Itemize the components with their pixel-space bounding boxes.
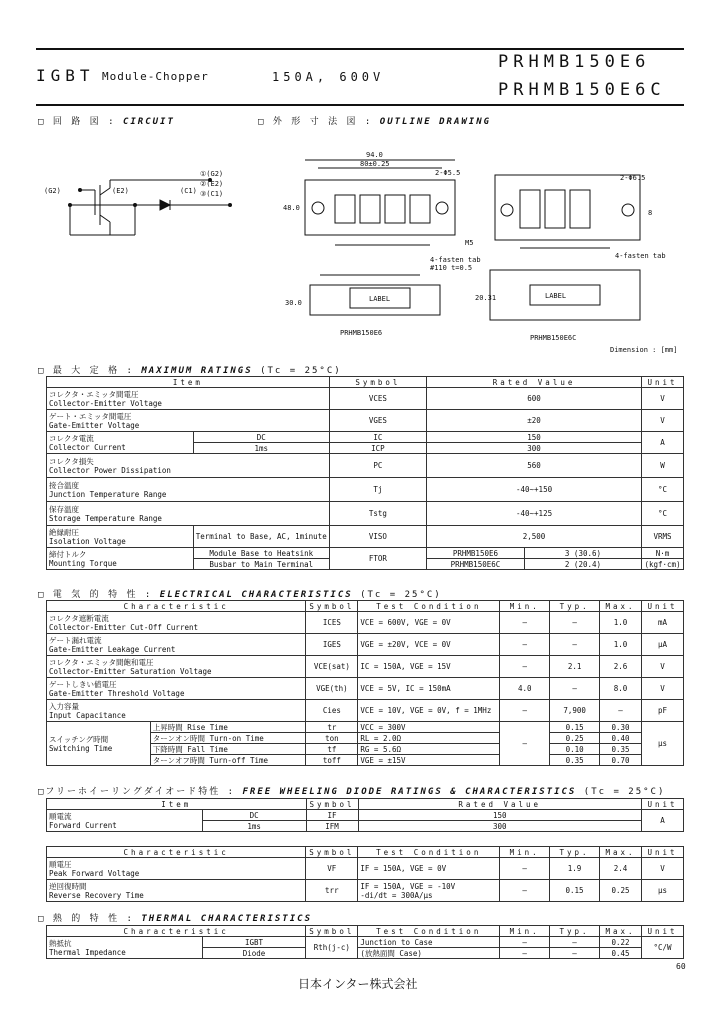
- device-rating: 150A, 600V: [272, 70, 385, 84]
- circuit-label-c1: (C1): [180, 187, 197, 195]
- svg-text:4-fasten tab: 4-fasten tab: [615, 252, 666, 260]
- top-rule: [36, 48, 684, 50]
- svg-text:LABEL: LABEL: [545, 292, 567, 300]
- dimension-note: Dimension : [mm]: [610, 346, 678, 354]
- fwd-chars-table: Characteristic Symbol Test Condition Min. Typ. Max. Unit 順電圧 Peak Forward Voltage VF IF = 150A, VGE = 0V — 1.9 2.4 V 逆回復時間 Reverse Recovery Time trr IF = 150A, VGE = -10V -di/dt = 300A/μs — 0.15 0.25 μs: [46, 846, 684, 902]
- circuit-terminal-2: ②(E2): [200, 180, 224, 188]
- circuit-terminal-1: ①(G2): [200, 170, 224, 178]
- circuit-label-e: (E2): [112, 187, 129, 195]
- svg-text:48.0: 48.0: [283, 204, 300, 212]
- svg-text:PRHMB150E6C: PRHMB150E6C: [530, 334, 577, 342]
- header-rule: [36, 104, 684, 106]
- svg-text:LABEL: LABEL: [369, 295, 391, 303]
- device-type: IGBT: [36, 66, 95, 85]
- svg-text:2-Φ5.5: 2-Φ5.5: [435, 169, 461, 177]
- svg-text:#110 t=0.5: #110 t=0.5: [430, 264, 473, 272]
- svg-text:20.31: 20.31: [475, 294, 497, 302]
- elec-chars-title: □ 電 気 的 特 性 : ELECTRICAL CHARACTERISTICS (Tc = 25°C): [38, 590, 442, 600]
- circuit-terminal-3: ③(C1): [200, 190, 224, 198]
- thermal-table: Characteristic Symbol Test Condition Min. Typ. Max. Unit 熱抵抗 Thermal Impedance IGBT Rth(j-c) Junction to Case — — 0.22 °C/W Diode (放熱面間 Case) — — 0.45: [46, 925, 684, 959]
- svg-text:2-Φ6.5: 2-Φ6.5: [620, 174, 646, 182]
- fwd-rating-table: Item Symbol Rated Value Unit 順電流 Forward Current DC IF 150 A 1ms IFM 300: [46, 798, 684, 832]
- max-ratings-table: Item Symbol Rated Value Unit コレクタ・エミッタ間電圧 Collector-Emitter Voltage VCES 600 V ゲート・エミッタ間電圧 Gate-Emitter Voltage VGES ±20 V コレクタ電流 Collector Current DC IC 150 A 1ms ICP 300 コレクタ損失 Collector Power Dissipation PC 560 W 接合温度 Junction Temperature Range Tj -40~+150 °C 保存温度 Storage Temperature Range Tstg -40~+125 °C 絶縁耐圧 Isolation Voltage Terminal to Base, AC, 1minute VISO 2,500 VRMS 締付トルク Mounting Torque Module Base to Heatsink FTOR PRHMB150E6 3 (30.6) N·m Busbar to Main Terminal PRHMB150E6C 2 (20.4) (kgf·cm): [46, 376, 684, 570]
- company-name: 日本インター株式会社: [298, 977, 418, 991]
- model-1: PRHMB150E6: [498, 52, 651, 72]
- circuit-section-title: □ 回 路 図 : CIRCUIT: [38, 117, 175, 127]
- svg-text:PRHMB150E6: PRHMB150E6: [340, 329, 383, 337]
- model-2: PRHMB150E6C: [498, 80, 666, 100]
- max-ratings-title: □ 最 大 定 格 : MAXIMUM RATINGS (Tc = 25°C): [38, 366, 342, 376]
- svg-text:8: 8: [648, 209, 653, 217]
- outline-section-title: □ 外 形 寸 法 図 : OUTLINE DRAWING: [258, 117, 492, 127]
- outline-drawing: [280, 140, 690, 350]
- svg-text:M5: M5: [465, 239, 474, 247]
- fwd-title: □フリーホイーリングダイオード特性 : FREE WHEELING DIODE RATINGS & CHARACTERISTICS (Tc = 25°C): [38, 787, 666, 797]
- svg-text:80±0.25: 80±0.25: [360, 160, 390, 168]
- thermal-title: □ 熱 的 特 性 : THERMAL CHARACTERISTICS: [38, 914, 312, 924]
- elec-chars-table: Characteristic Symbol Test Condition Min. Typ. Max. Unit コレクタ遮断電流 Collector-Emitter Cut-Off Current ICES VCE = 600V, VGE = 0V — — 1.0 mA ゲート漏れ電流 Gate-Emitter Leakage Current IGES VGE = ±20V, VCE = 0V — — 1.0 μA コレクタ・エミッタ間飽和電圧 Collector-Emitter Saturation Voltage VCE(sat) IC = 150A, VGE = 15V — 2.1 2.6 V ゲートしきい値電圧 Gate-Emitter Threshold Voltage VGE(th) VCE = 5V, IC = 150mA 4.0 — 8.0 V 入力容量 Input Capacitance Cies VCE = 10V, VGE = 0V, f = 1MHz — 7,900 — pF スイッチング時間 Switching Time 上昇時間 Rise Time tr VCC = 300V — 0.15 0.30 μs ターンオン時間 Turn-on Time ton RL = 2.0Ω 0.25 0.40 下降時間 Fall Time tf RG = 5.6Ω 0.10 0.35 ターンオフ時間 Turn-off Time toff VGE = ±15V 0.35 0.70: [46, 600, 684, 766]
- page-number: 60: [676, 962, 686, 971]
- svg-text:94.0: 94.0: [366, 151, 383, 159]
- circuit-label-g: (G2): [44, 187, 61, 195]
- device-subtitle: Module-Chopper: [102, 70, 209, 83]
- svg-text:4-fasten tab: 4-fasten tab: [430, 256, 481, 264]
- svg-text:30.0: 30.0: [285, 299, 302, 307]
